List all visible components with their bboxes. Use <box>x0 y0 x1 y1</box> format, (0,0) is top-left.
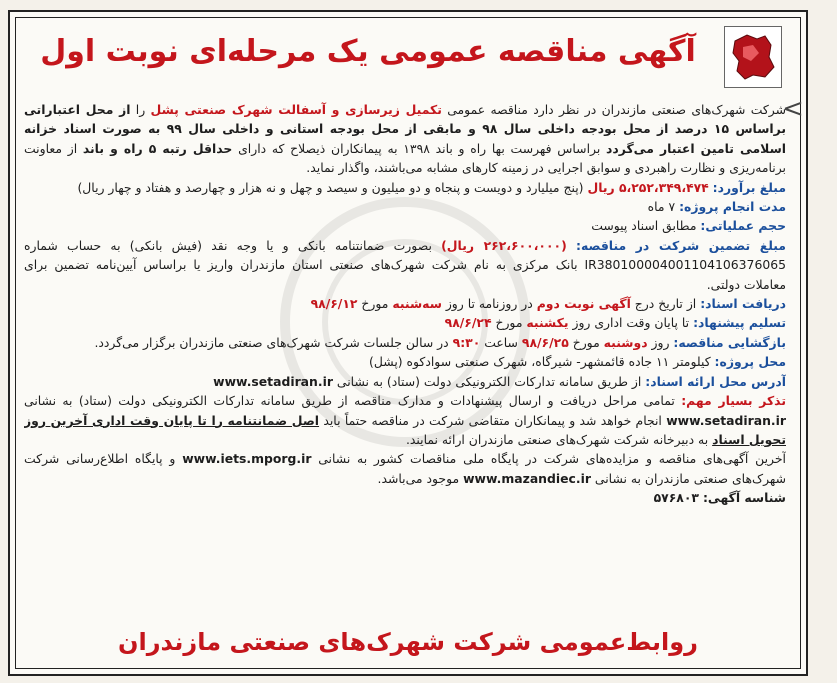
volume-line <box>24 216 786 235</box>
receipt-label: دریافت اسناد: <box>700 296 786 312</box>
min-grade-text: حداقل رتبه ۵ راه و باند <box>82 140 233 156</box>
receipt-text: مورخ <box>357 296 393 312</box>
opening-text: روز <box>647 334 670 350</box>
project-title: تکمیل زیرسازی و آسفالت شهرک صنعتی پشل <box>150 102 442 117</box>
submission-date: ۹۸/۶/۲۴ <box>444 315 492 331</box>
intro-text: را <box>130 102 151 117</box>
location-label: محل پروژه: <box>714 354 786 370</box>
submission-line <box>24 313 786 332</box>
estimate-line <box>24 178 786 197</box>
opening-text: در سالن جلسات شرکت شهرک‌های صنعتی مازندران برگزار می‌گردد. <box>94 334 453 350</box>
opening-text: ساعت <box>480 334 522 350</box>
opening-time: ۹:۳۰ <box>452 334 481 350</box>
funding-text: از محل اعتباراتی براساس ۱۵ درصد از محل بودجه داخلی سال ۹۸ و مابقی از محل بودجه استانی و داخلی سال ۹۹ به صورت اسناد خزانه اسلامی تامین اعتبار می‌گردد <box>24 102 786 156</box>
margin-bracket-mark: < <box>782 94 804 124</box>
latest-text: و پایگاه اطلاع‌رسانی شرکت شهرک‌های صنعتی مازندران به نشانی <box>24 451 786 486</box>
location-line <box>24 352 786 371</box>
offer-address-line <box>24 372 786 391</box>
page-title: آگهی مناقصه عمومی یک مرحله‌ای نوبت اول <box>40 34 696 69</box>
duration-label: مدت انجام پروژه: <box>679 199 786 215</box>
guarantee-text: بصورت ضمانتنامه بانکی و یا وجه نقد (فیش بانکی) به حساب شماره <box>24 237 432 253</box>
notice-emphasis: اصل ضمانتنامه را تا پایان وقت اداری آخرین روز تحویل اسناد <box>24 412 786 447</box>
receipt-text: از تاریخ درج <box>630 296 697 312</box>
ad-id-label: شناسه آگهی: <box>702 490 786 506</box>
intro-text: از معاونت برنامه‌ریزی و نظارت راهبردی و سوابق اجرایی در زمینه کارهای مشابه می‌باشند، واگذار نماید. <box>24 140 786 176</box>
guarantee-text: بانک مرکزی به نام شرکت شهرک‌های صنعتی استان مازندران واریز یا براساس آیین‌نامه تضمین برای معاملات دولتی. <box>24 257 786 292</box>
intro-text: شرکت شهرک‌های صنعتی مازندران در نظر دارد مناقصه عمومی <box>441 102 786 117</box>
guarantee-paragraph <box>24 236 786 294</box>
setad-link[interactable]: www.setadiran.ir <box>213 373 333 389</box>
notice-text: به دبیرخانه شرکت شهرک‌های صنعتی مازندران ارائه نمایند. <box>405 431 709 447</box>
duration-value: ۷ ماه <box>647 199 676 215</box>
submission-label: تسلیم پیشنهاد: <box>693 315 786 331</box>
estimate-words: (پنج میلیارد و دویست و پنجاه و دو میلیون و سیصد و چهل و نه هزار و چهارصد و هفتاد و چهار ریال) <box>77 179 584 195</box>
intro-text: براساس فهرست بها راه و باند ۱۳۹۸ به پیمانکاران ذیصلاح که دارای <box>232 140 607 156</box>
ad-id-value: ۵۷۶۸۰۳ <box>653 490 699 506</box>
estimate-amount: ۵،۲۵۲،۳۴۹،۴۷۴ ریال <box>587 179 709 195</box>
mazandiec-link[interactable]: www.mazandiec.ir <box>463 470 591 486</box>
notice-body <box>24 100 786 624</box>
offer-address-value: از طریق سامانه تدارکات الکترونیکی دولت (ستاد) به نشانی <box>336 373 642 389</box>
receipt-day: سه‌شنبه <box>392 296 442 312</box>
estimate-label: مبلغ برآورد: <box>712 179 786 195</box>
opening-text: مورخ <box>568 334 604 350</box>
guarantee-label: مبلغ تضمین شرکت در مناقصه: <box>576 237 786 253</box>
tender-notice-page <box>8 10 808 676</box>
opening-label: بازگشایی مناقصه: <box>673 334 786 350</box>
opening-day: دوشنبه <box>603 334 648 350</box>
receipt-highlight: آگهی نوبت دوم <box>536 296 631 312</box>
account-number: IR380100004001104106376065 <box>584 257 786 273</box>
iran-map-logo-icon <box>724 26 782 88</box>
receipt-date: ۹۸/۶/۱۲ <box>310 296 358 312</box>
submission-text: مورخ <box>491 315 527 331</box>
iets-link[interactable]: www.iets.mporg.ir <box>182 451 312 467</box>
header <box>30 26 786 98</box>
opening-date: ۹۸/۶/۲۵ <box>521 334 569 350</box>
submission-text: تا پایان وقت اداری روز <box>568 315 690 331</box>
notice-text: انجام خواهد شد و پیمانکاران متقاضی شرکت در مناقصه حتماً باید <box>323 412 662 428</box>
receipt-line <box>24 294 786 313</box>
offer-address-label: آدرس محل ارائه اسناد: <box>645 373 786 389</box>
notice-paragraph <box>24 391 786 449</box>
latest-text: آخرین آگهی‌های مناقصه و مزایده‌های شرکت در پایگاه ملی مناقصات کشور به نشانی <box>318 451 786 467</box>
intro-paragraph <box>24 100 786 178</box>
receipt-text: در روزنامه تا روز <box>441 296 537 312</box>
opening-line <box>24 333 786 352</box>
setad-link[interactable]: www.setadiran.ir <box>666 412 786 428</box>
ad-id-line <box>24 488 786 507</box>
guarantee-amount: (۲۶۲،۶۰۰،۰۰۰ ریال) <box>441 237 567 253</box>
notice-label: تذکر بسیار مهم: <box>681 393 786 409</box>
latest-ads-paragraph <box>24 449 786 488</box>
submission-day: یکشنبه <box>526 315 569 331</box>
duration-line <box>24 197 786 216</box>
volume-value: مطابق اسناد پیوست <box>591 218 697 234</box>
notice-text: تمامی مراحل دریافت و ارسال پیشنهادات و مدارک مناقصه از طریق سامانه تدارکات الکترونیکی دولت (ستاد) به نشانی <box>24 393 675 409</box>
latest-text: موجود می‌باشد. <box>377 470 460 486</box>
footer-signature: روابط‌عمومی شرکت شهرک‌های صنعتی مازندران <box>118 628 698 656</box>
volume-label: حجم عملیاتی: <box>700 218 786 234</box>
location-value: کیلومتر ۱۱ جاده قائمشهر- شیرگاه، شهرک صنعتی سوادکوه (پشل) <box>369 354 711 370</box>
